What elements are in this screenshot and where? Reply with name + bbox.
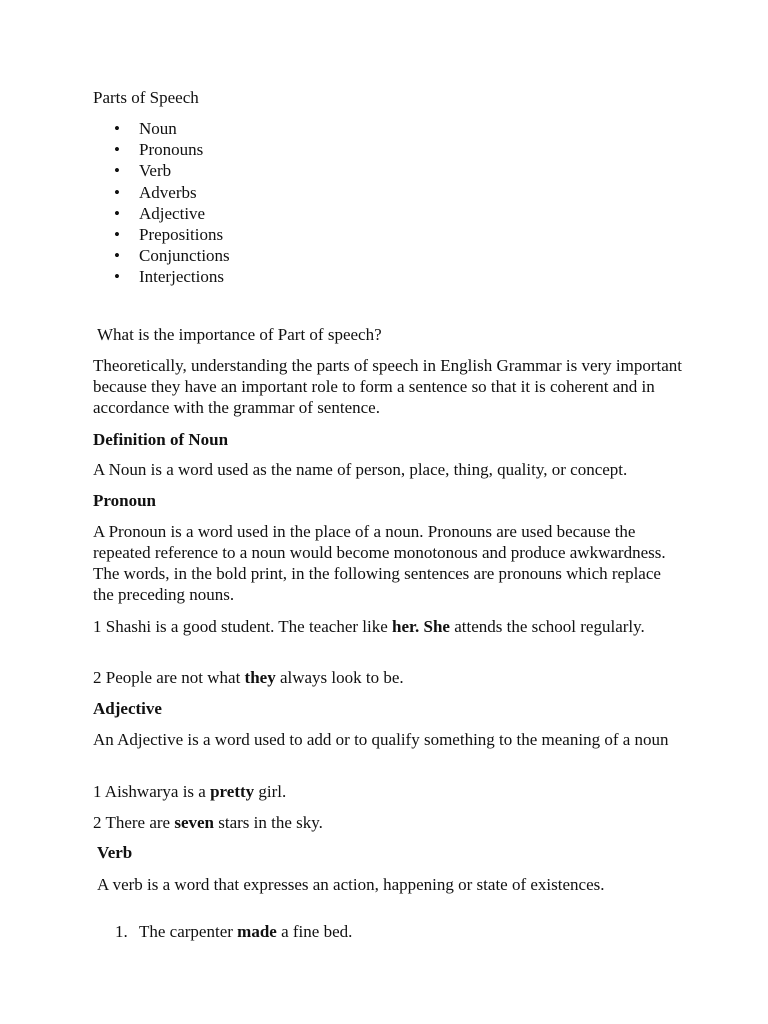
importance-paragraph: Theoretically, understanding the parts of speech in English Grammar is very important because they have an important role to form a sentence so that it is coherent and in accordance with the grammar of sentence. xyxy=(93,356,683,417)
pronoun-example-2: 2 People are not what they always look to be. xyxy=(93,668,404,687)
importance-question: What is the importance of Part of speech? xyxy=(97,325,382,344)
list-item: • Conjunctions xyxy=(93,245,230,266)
noun-heading: Definition of Noun xyxy=(93,430,229,449)
adjective-example-2: 2 There are seven stars in the sky. xyxy=(93,813,323,832)
document-title: Parts of Speech xyxy=(93,88,199,107)
parts-of-speech-list xyxy=(93,118,230,288)
pronoun-definition: A Pronoun is a word used in the place of a noun. Pronouns are used because the repeated reference to a noun would become monotonous and produce awkwardness. The words, in the bold print, in the following sentences are pronouns which replace the preceding nouns. xyxy=(93,522,666,604)
list-item: • Pronouns xyxy=(93,139,230,160)
verb-example-1: 1. The carpenter made a fine bed. xyxy=(115,922,353,941)
list-item: • Interjections xyxy=(93,266,230,287)
list-item: • Prepositions xyxy=(93,224,230,245)
pronoun-heading: Pronoun xyxy=(93,491,156,510)
noun-definition: A Noun is a word used as the name of person, place, thing, quality, or concept. xyxy=(93,460,628,479)
verb-definition: A verb is a word that expresses an action, happening or state of existences. xyxy=(97,875,605,894)
pronoun-example-1: 1 Shashi is a good student. The teacher like her. She attends the school regularly. xyxy=(93,617,645,636)
list-item: • Noun xyxy=(93,118,230,139)
list-item: • Verb xyxy=(93,160,230,181)
list-item: • Adjective xyxy=(93,203,230,224)
adjective-definition: An Adjective is a word used to add or to qualify something to the meaning of a noun xyxy=(93,730,669,749)
adjective-example-1: 1 Aishwarya is a pretty girl. xyxy=(93,782,287,801)
verb-heading: Verb xyxy=(97,843,133,862)
list-item: • Adverbs xyxy=(93,182,230,203)
adjective-heading: Adjective xyxy=(93,699,162,718)
